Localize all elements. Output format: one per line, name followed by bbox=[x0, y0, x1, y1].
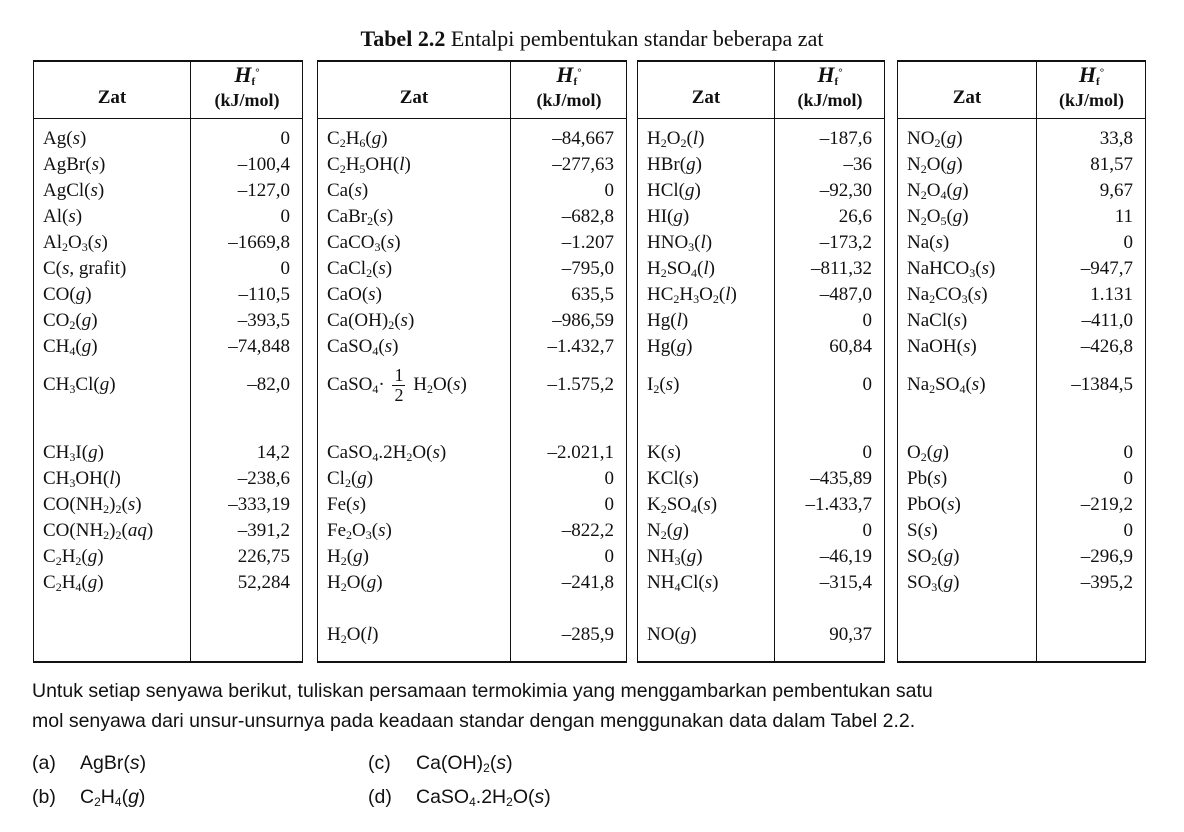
substance-name: Ca(s) bbox=[327, 180, 369, 201]
substance-name: $N_2O_5(g)$ bbox=[907, 206, 969, 228]
enthalpy-value: –682,8 bbox=[561, 206, 614, 227]
enthalpy-value: 14,2 bbox=[256, 442, 290, 463]
substance-name: Hg(l) bbox=[647, 310, 689, 331]
substance-name: $C_2H_4(g)$ bbox=[43, 572, 104, 594]
header-enthalpy bbox=[774, 64, 886, 111]
substance-name: $C_2H_2(g)$ bbox=[43, 546, 104, 568]
enthalpy-value: 226,75 bbox=[237, 546, 290, 567]
enthalpy-value: –84,667 bbox=[552, 128, 614, 149]
substance-name: $CH_3OH(l)$ bbox=[43, 468, 121, 490]
header-zat: Zat bbox=[691, 87, 721, 108]
enthalpy-value: –110,5 bbox=[238, 284, 290, 305]
enthalpy-value: 0 bbox=[604, 494, 614, 515]
header-enthalpy-symbol: $H_f^\circ$ bbox=[234, 62, 260, 88]
substance-name: KCl(s) bbox=[647, 468, 699, 489]
substance-name: $K_2SO_4(s)$ bbox=[647, 494, 718, 516]
enthalpy-value: 0 bbox=[280, 258, 290, 279]
substance-name: CaO(s) bbox=[327, 284, 382, 305]
substance-name: $C_2H_6(g)$ bbox=[327, 128, 388, 150]
table-panel-1 bbox=[33, 60, 303, 663]
enthalpy-value: 26,6 bbox=[838, 206, 872, 227]
instruction-line-1: Untuk setiap senyawa berikut, tuliskan persamaan termokimia yang menggambarkan pembentukan satu bbox=[32, 680, 933, 702]
substance-name: CaCO$_3$(s) bbox=[327, 232, 401, 254]
substance-name: K(s) bbox=[647, 442, 681, 463]
enthalpy-value: 1.131 bbox=[1090, 284, 1133, 305]
substance-name: $NH_4Cl(s)$ bbox=[647, 572, 719, 594]
substance-name: $C_2H_5OH(l)$ bbox=[327, 154, 411, 176]
column-divider bbox=[190, 62, 191, 661]
enthalpy-value: –2.021,1 bbox=[547, 442, 614, 463]
header-unit: (kJ/mol) bbox=[536, 90, 602, 110]
enthalpy-value: 0 bbox=[604, 180, 614, 201]
substance-name: CaSO$_4$· $\frac{1}{2}$ $H_2O(s)$ bbox=[327, 365, 467, 405]
substance-name: $Na_2CO_3(s)$ bbox=[907, 284, 988, 306]
substance-name: Pb(s) bbox=[907, 468, 948, 489]
substance-name: CaSO$_4$(s) bbox=[327, 336, 399, 358]
enthalpy-value: –46,19 bbox=[819, 546, 872, 567]
instruction-line-2: mol senyawa dari unsur-unsurnya pada keadaan standar dengan menggunakan data dalam Tabel 2.2. bbox=[32, 710, 916, 732]
substance-name: NaCl(s) bbox=[907, 310, 968, 331]
substance-name: Hg(g) bbox=[647, 336, 693, 357]
enthalpy-value: 0 bbox=[862, 374, 872, 395]
question-label: (c) bbox=[368, 752, 391, 774]
substance-name: $Fe_2O_3(s)$ bbox=[327, 520, 392, 542]
table-number: Tabel 2.2 bbox=[360, 26, 446, 51]
enthalpy-value: –1.433,7 bbox=[805, 494, 872, 515]
substance-name: $O_2(g)$ bbox=[907, 442, 949, 464]
enthalpy-value: –822,2 bbox=[561, 520, 614, 541]
enthalpy-value: 0 bbox=[604, 546, 614, 567]
substance-name: $Cl_2(g)$ bbox=[327, 468, 374, 490]
substance-name: PbO(s) bbox=[907, 494, 961, 515]
enthalpy-value: –487,0 bbox=[819, 284, 872, 305]
enthalpy-value: –241,8 bbox=[561, 572, 614, 593]
enthalpy-value: –74,848 bbox=[228, 336, 290, 357]
enthalpy-value: –315,4 bbox=[819, 572, 872, 593]
question-formula: AgBr(s) bbox=[80, 752, 147, 774]
enthalpy-value: –411,0 bbox=[1081, 310, 1133, 331]
substance-name: NaOH(s) bbox=[907, 336, 977, 357]
table-panel-2 bbox=[317, 60, 627, 663]
enthalpy-value: –393,5 bbox=[237, 310, 290, 331]
header-unit: (kJ/mol) bbox=[1059, 90, 1124, 110]
enthalpy-value: –285,9 bbox=[561, 624, 614, 645]
enthalpy-value: –296,9 bbox=[1080, 546, 1133, 567]
substance-name: Al(s) bbox=[43, 206, 83, 227]
header-unit: (kJ/mol) bbox=[214, 90, 280, 110]
enthalpy-value: 52,284 bbox=[237, 572, 290, 593]
substance-name: $CO_2(g)$ bbox=[43, 310, 98, 332]
enthalpy-value: –333,19 bbox=[228, 494, 290, 515]
enthalpy-value: –173,2 bbox=[819, 232, 872, 253]
substance-name: $H_2(g)$ bbox=[327, 546, 369, 568]
substance-name: $N_2O_4(g)$ bbox=[907, 180, 969, 202]
enthalpy-value: 0 bbox=[1123, 468, 1133, 489]
substance-name: $Ca(OH)_2(s)$ bbox=[327, 310, 415, 332]
question-label: (b) bbox=[32, 786, 56, 808]
enthalpy-value: –100,4 bbox=[237, 154, 290, 175]
substance-name: HBr(g) bbox=[647, 154, 702, 175]
enthalpy-value: 0 bbox=[280, 206, 290, 227]
substance-name: $SO_2(g)$ bbox=[907, 546, 960, 568]
header-enthalpy bbox=[510, 64, 628, 111]
enthalpy-value: –187,6 bbox=[819, 128, 872, 149]
substance-name: $CO(NH_2)_2(s)$ bbox=[43, 494, 142, 516]
substance-name: C(s, grafit) bbox=[43, 258, 127, 279]
enthalpy-value: –795,0 bbox=[561, 258, 614, 279]
substance-name: CO(g) bbox=[43, 284, 92, 305]
header-zat: Zat bbox=[97, 87, 127, 108]
substance-name: $Na_2SO_4(s)$ bbox=[907, 374, 986, 396]
enthalpy-value: –1669,8 bbox=[228, 232, 290, 253]
substance-name: $H_2O(g)$ bbox=[327, 572, 383, 594]
substance-name: CaBr$_2$(s) bbox=[327, 206, 394, 228]
header-zat: Zat bbox=[952, 87, 982, 108]
enthalpy-value: 9,67 bbox=[1099, 180, 1133, 201]
enthalpy-value: –391,2 bbox=[237, 520, 290, 541]
enthalpy-value: –395,2 bbox=[1080, 572, 1133, 593]
enthalpy-value: –92,30 bbox=[819, 180, 872, 201]
table-panel-4 bbox=[897, 60, 1146, 663]
question-label: (a) bbox=[32, 752, 56, 774]
header-enthalpy bbox=[190, 64, 304, 111]
enthalpy-value: –986,59 bbox=[552, 310, 614, 331]
enthalpy-value: 11 bbox=[1114, 206, 1133, 227]
header-zat: Zat bbox=[399, 87, 429, 108]
enthalpy-value: 90,37 bbox=[829, 624, 872, 645]
enthalpy-value: –238,6 bbox=[237, 468, 290, 489]
header-unit: (kJ/mol) bbox=[797, 90, 863, 110]
question-formula: $Ca(OH)_2(s)$ bbox=[416, 752, 513, 775]
substance-name: $H_2O(l)$ bbox=[327, 624, 379, 646]
header-enthalpy-symbol: $H_f^\circ$ bbox=[817, 62, 843, 88]
substance-name: AgBr(s) bbox=[43, 154, 106, 175]
header-enthalpy bbox=[1036, 64, 1147, 111]
substance-name: CaCl$_2$(s) bbox=[327, 258, 393, 280]
enthalpy-value: –1.207 bbox=[561, 232, 614, 253]
substance-name: NaHCO$_3$(s) bbox=[907, 258, 996, 280]
substance-name: AgCl(s) bbox=[43, 180, 105, 201]
enthalpy-value: 81,57 bbox=[1090, 154, 1133, 175]
enthalpy-value: 60,84 bbox=[829, 336, 872, 357]
enthalpy-value: –426,8 bbox=[1080, 336, 1133, 357]
enthalpy-value: 0 bbox=[280, 128, 290, 149]
substance-name: HCl(g) bbox=[647, 180, 701, 201]
table-title bbox=[0, 26, 1184, 52]
substance-name: $CH_3Cl(g)$ bbox=[43, 374, 116, 396]
substance-name: $HC_2H_3O_2(l)$ bbox=[647, 284, 737, 306]
enthalpy-value: –947,7 bbox=[1080, 258, 1133, 279]
enthalpy-value: –277,63 bbox=[552, 154, 614, 175]
substance-name: $I_2(s)$ bbox=[647, 374, 680, 396]
enthalpy-value: –127,0 bbox=[237, 180, 290, 201]
substance-name: $HNO_3(l)$ bbox=[647, 232, 713, 254]
enthalpy-value: 0 bbox=[1123, 232, 1133, 253]
question-label: (d) bbox=[368, 786, 392, 808]
enthalpy-value: 33,8 bbox=[1099, 128, 1133, 149]
enthalpy-value: 0 bbox=[862, 310, 872, 331]
substance-name: $CH_4(g)$ bbox=[43, 336, 98, 358]
substance-name: $CH_3I(g)$ bbox=[43, 442, 104, 464]
column-divider bbox=[1036, 62, 1037, 661]
enthalpy-value: 0 bbox=[862, 442, 872, 463]
header-enthalpy-symbol: $H_f^\circ$ bbox=[556, 62, 582, 88]
substance-name: Ag(s) bbox=[43, 128, 87, 149]
enthalpy-value: –36 bbox=[843, 154, 872, 175]
enthalpy-value: –1.575,2 bbox=[547, 374, 614, 395]
substance-name: $H_2O_2(l)$ bbox=[647, 128, 705, 150]
substance-name: $H_2SO_4(l)$ bbox=[647, 258, 715, 280]
column-divider bbox=[510, 62, 511, 661]
table-panel-3 bbox=[637, 60, 885, 663]
enthalpy-value: 635,5 bbox=[571, 284, 614, 305]
enthalpy-value: –219,2 bbox=[1080, 494, 1133, 515]
substance-name: $N_2O(g)$ bbox=[907, 154, 963, 176]
substance-name: $SO_3(g)$ bbox=[907, 572, 960, 594]
table-caption: Entalpi pembentukan standar beberapa zat bbox=[450, 26, 824, 51]
substance-name: $CaSO_4.2H_2O(s)$ bbox=[327, 442, 447, 464]
substance-name: Na(s) bbox=[907, 232, 950, 253]
enthalpy-value: –1.432,7 bbox=[547, 336, 614, 357]
enthalpy-value: –435,89 bbox=[810, 468, 872, 489]
column-divider bbox=[774, 62, 775, 661]
substance-name: $CO(NH_2)_2(aq)$ bbox=[43, 520, 154, 542]
question-formula: $C_2H_4(g)$ bbox=[80, 786, 146, 809]
substance-name: $N_2(g)$ bbox=[647, 520, 689, 542]
substance-name: Fe(s) bbox=[327, 494, 367, 515]
enthalpy-value: –82,0 bbox=[247, 374, 290, 395]
substance-name: $NO_2(g)$ bbox=[907, 128, 963, 150]
enthalpy-value: –811,32 bbox=[810, 258, 872, 279]
substance-name: NO(g) bbox=[647, 624, 697, 645]
enthalpy-value: 0 bbox=[1123, 520, 1133, 541]
question-formula: $CaSO_4.2H_2O(s)$ bbox=[416, 786, 551, 809]
substance-name: HI(g) bbox=[647, 206, 690, 227]
enthalpy-value: 0 bbox=[862, 520, 872, 541]
substance-name: $NH_3(g)$ bbox=[647, 546, 703, 568]
enthalpy-value: –1384,5 bbox=[1071, 374, 1133, 395]
enthalpy-value: 0 bbox=[1123, 442, 1133, 463]
enthalpy-value: 0 bbox=[604, 468, 614, 489]
header-enthalpy-symbol: $H_f^\circ$ bbox=[1078, 62, 1105, 88]
substance-name: S(s) bbox=[907, 520, 938, 541]
substance-name: $Al_2O_3(s)$ bbox=[43, 232, 108, 254]
